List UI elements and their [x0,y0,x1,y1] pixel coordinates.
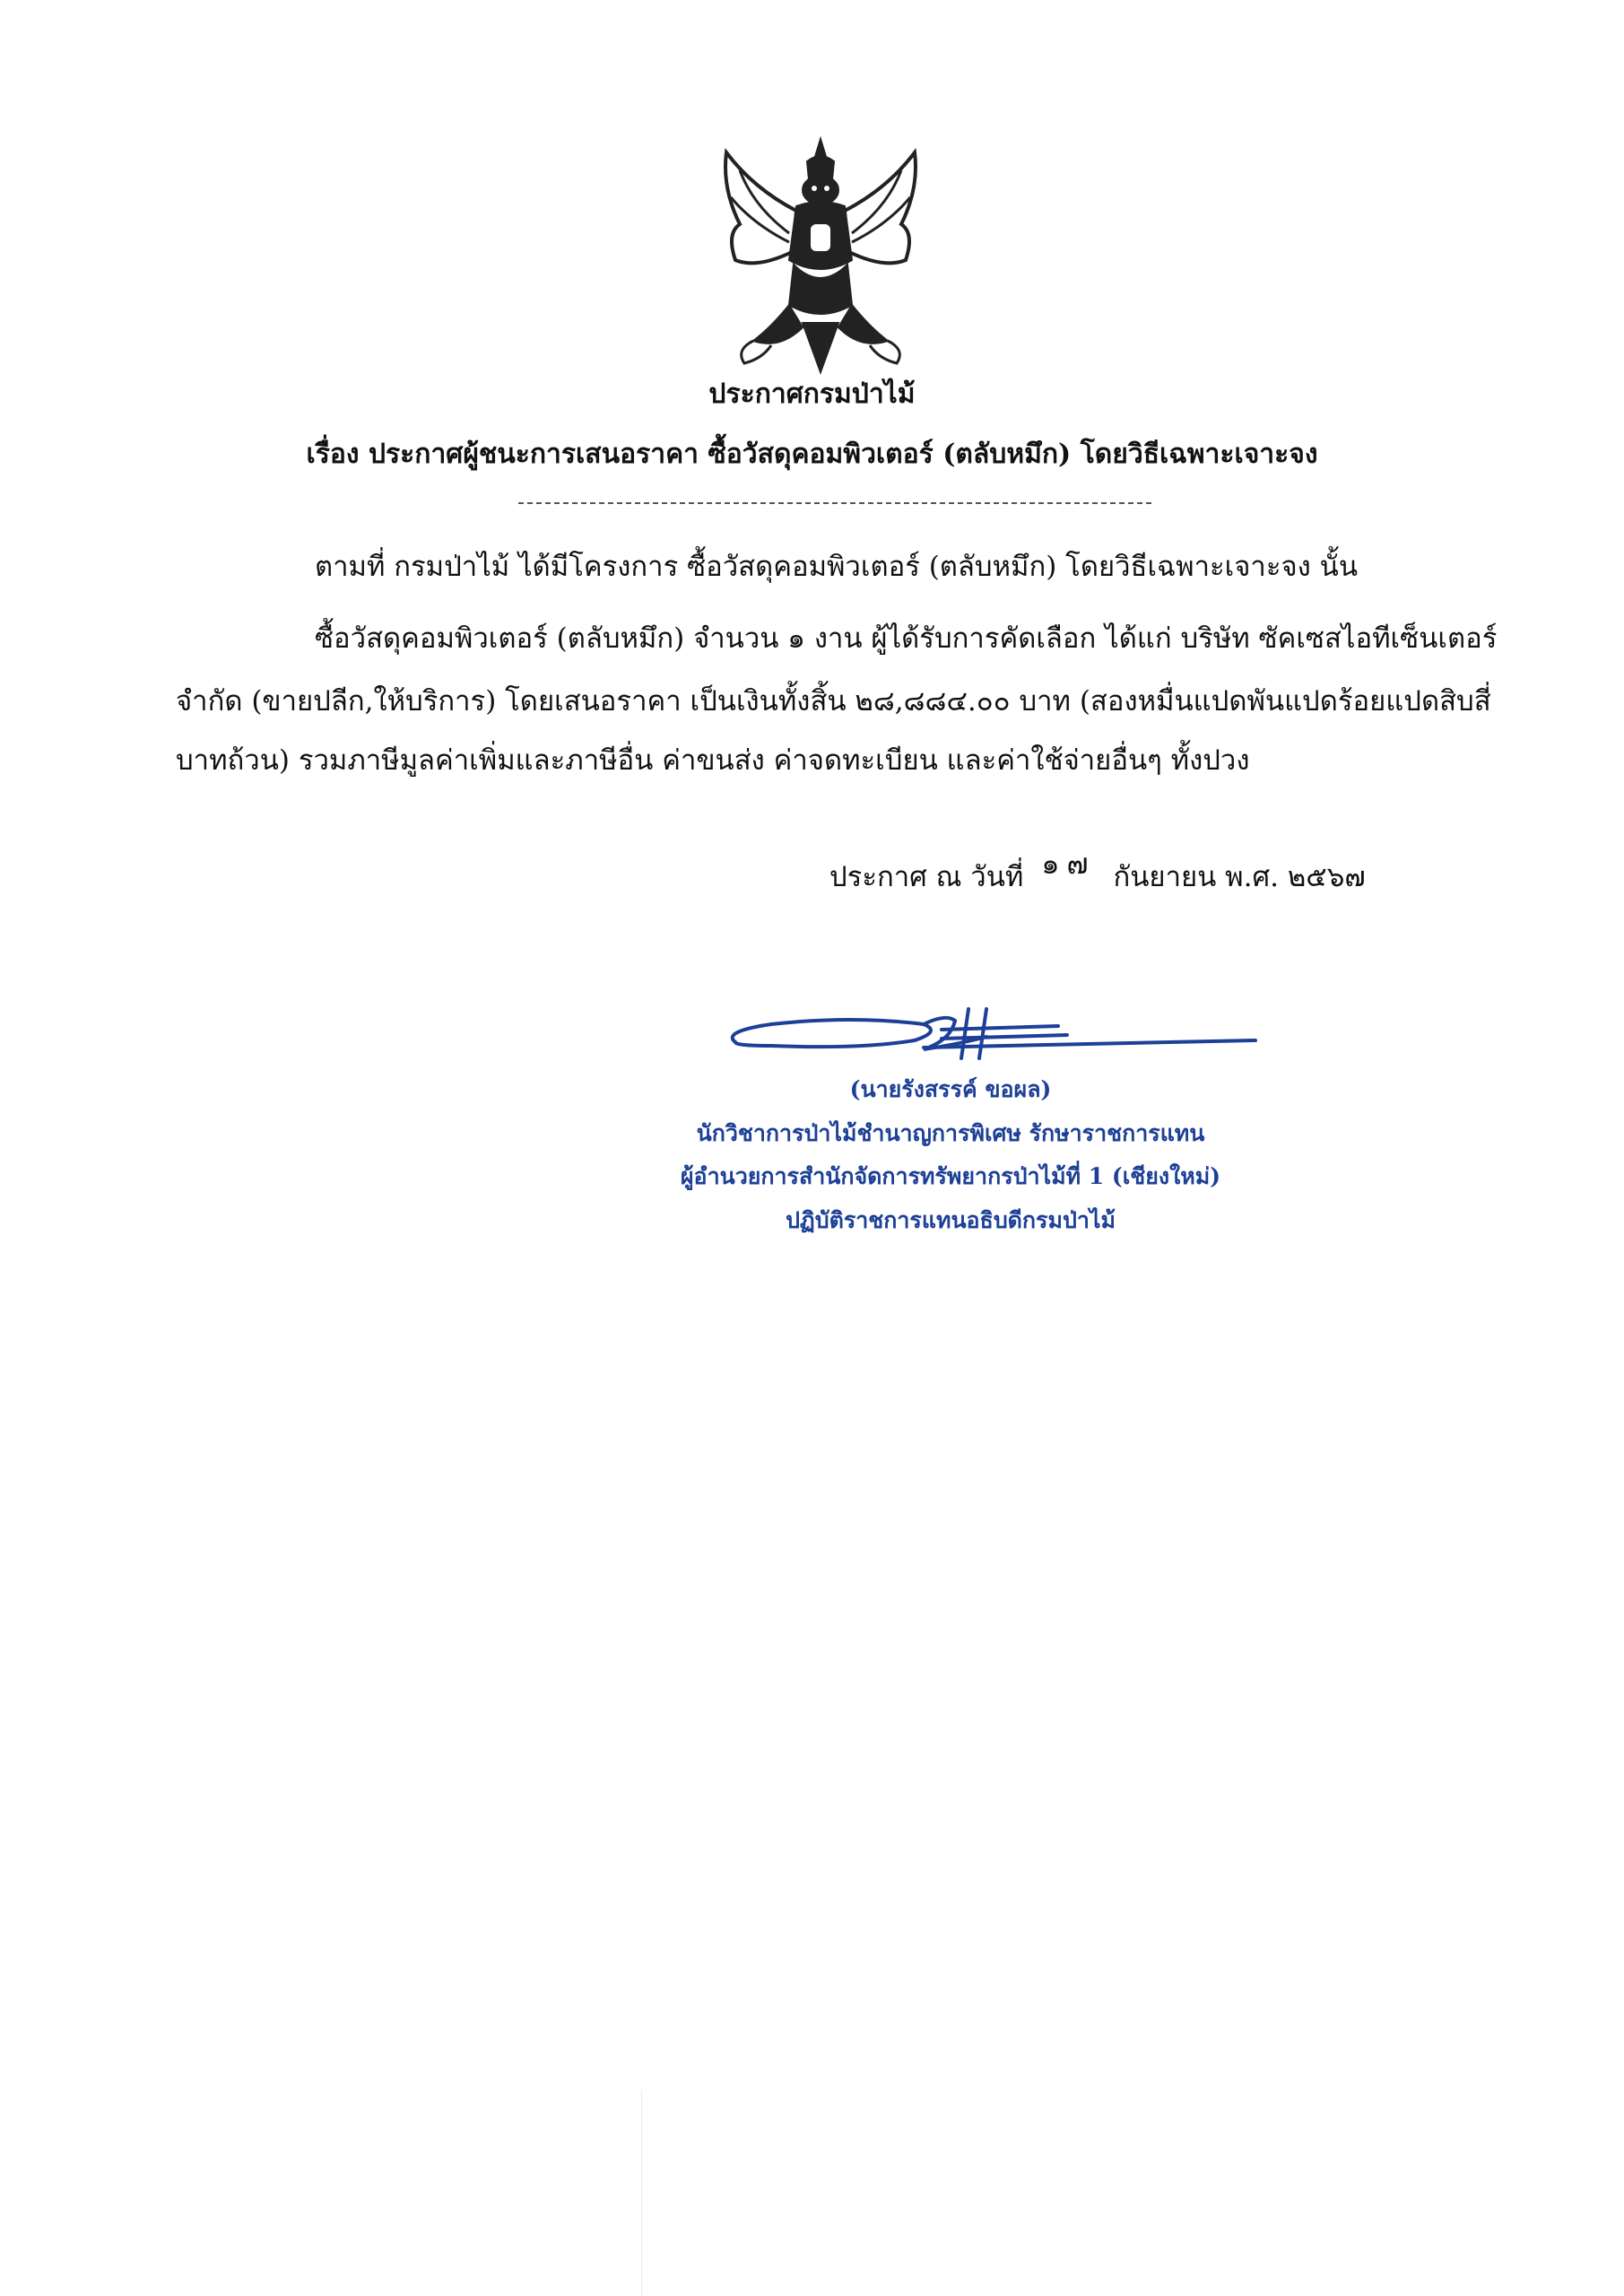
divider [518,502,1151,504]
signature-icon [717,1004,1264,1067]
scan-artifact-line [641,2090,642,2296]
announcement-date [829,847,1366,897]
announcement-subject: เรื่อง ประกาศผู้ชนะการเสนอราคา ซื้อวัสดุคอมพิวเตอร์ (ตลับหมึก) โดยวิธีเฉพาะเจาะจง [306,439,1318,470]
signatory-name: (นายรังสรรค์ ขอผล) [849,1076,1052,1102]
body-paragraph-2-line-2: จำกัด (ขายปลีก,ให้บริการ) โดยเสนอราคา เป็นเงินทั้งสิ้น ๒๘,๘๘๔.๐๐ บาท (สองหมื่นแปดพันแปดร้อยแปดสิบสี่ [176,685,1491,718]
agency-title: ประกาศกรมป่าไม้ [708,378,916,410]
signatory-position-2: ผู้อำนวยการสำนักจัดการทรัพยากรป่าไม้ที่ 1 (เชียงใหม่) [680,1163,1221,1189]
date-label: ประกาศ ณ วันที่ [829,861,1024,893]
signatory-position-1: นักวิชาการป่าไม้ชำนาญการพิเศษ รักษาราชการแทน [696,1120,1205,1146]
date-day-handwritten: ๑๗ [1041,847,1096,881]
signatory-position-3: ปฏิบัติราชการแทนอธิบดีกรมป่าไม้ [786,1207,1116,1233]
body-paragraph-2-line-1: ซื้อวัสดุคอมพิวเตอร์ (ตลับหมึก) จำนวน ๑ งาน ผู้ได้รับการคัดเลือก ได้แก่ บริษัท ซัคเซสไอทีเซ็นเตอร์ [315,622,1498,655]
body-paragraph-1: ตามที่ กรมป่าไม้ ได้มีโครงการ ซื้อวัสดุคอมพิวเตอร์ (ตลับหมึก) โดยวิธีเฉพาะเจาะจง นั้น [315,551,1359,583]
date-month-year: กันยายน พ.ศ. ๒๕๖๗ [1113,861,1366,893]
body-paragraph-2-line-3: บาทถ้วน) รวมภาษีมูลค่าเพิ่มและภาษีอื่น ค่าขนส่ง ค่าจดทะเบียน และค่าใช้จ่ายอื่นๆ ทั้งปวง [176,744,1250,777]
garuda-emblem-icon [717,135,924,377]
